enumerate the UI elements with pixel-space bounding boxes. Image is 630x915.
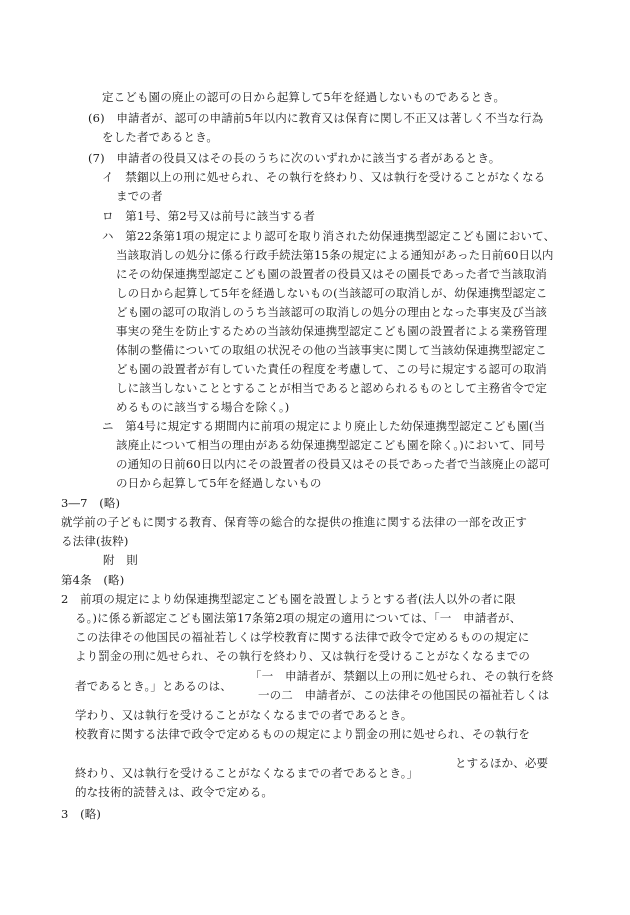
text-line: る。)に係る新認定こども園法第17条第2項の規定の適用については、「一 申請者が、: [75, 611, 522, 625]
text-line: より罰金の刑に処せられ、その執行を終わり、又は執行を受けることがなくなるまでの: [75, 649, 531, 663]
text-line: ニ 第4号に規定する期間内に前項の規定により廃止した幼保連携型認定こども園(当: [102, 419, 546, 433]
text-line: ハ 第22条第1項の規定により認可を取り消された幼保連携型認定こども園において、: [102, 229, 556, 243]
text-line: 校教育に関する法律で政令で定めるものの規定により罰金の刑に処せられ、その執行を: [75, 727, 531, 741]
text-line: 2 前項の規定により幼保連携型認定こども園を設置しようとする者(法人以外の者に限: [61, 592, 516, 606]
text-line: 的な技術的読替えは、政令で定める。: [75, 785, 274, 799]
text-line: 事実の発生を防止するための当該幼保連携型認定こども園の設置者による業務管理: [116, 324, 548, 338]
text-line: 3 (略): [61, 807, 102, 821]
text-line: (7) 申請者の役員又はその長のうちに次のいずれかに該当する者があるとき。: [88, 151, 501, 165]
text-line: 当該取消しの処分に係る行政手続法第15条の規定による通知があった日前60日以内: [116, 248, 554, 262]
text-line: る法律(抜粋): [61, 534, 129, 548]
text-line: この法律その他国民の福祉若しくは学校教育に関する法律で政令で定めるものの規定に: [75, 630, 530, 644]
text-line: しの日から起算して5年を経過しないもの(当該認可の取消しが、幼保連携型認定こ: [116, 286, 548, 300]
text-line: をした者であるとき。: [102, 130, 219, 144]
text-line: (6) 申請者が、認可の申請前5年以内に教育又は保育に関し不正又は著しく不当な行為: [88, 111, 544, 125]
text-line: ども園の設置者が有していた責任の程度を考慮して、この号に規定する認可の取消: [116, 362, 547, 376]
text-line: しに該当しないこととすることが相当であると認められるものとして主務省令で定: [116, 381, 548, 395]
text-line: 「一 申請者が、禁錮以上の刑に処せられ、その執行を終: [250, 669, 554, 683]
text-line: 定こども園の廃止の認可の日から起算して5年を経過しないものであるとき。: [102, 90, 506, 104]
text-line: ども園の認可の取消しのうち当該認可の取消しの処分の理由となった事実及び当該: [116, 305, 548, 319]
text-line: 就学前の子どもに関する教育、保育等の総合的な提供の推進に関する法律の一部を改正す: [61, 515, 527, 529]
text-line: 附 則: [103, 553, 138, 567]
text-line: 3―7 (略): [61, 496, 121, 510]
text-line: ロ 第1号、第2号又は前号に該当する者: [102, 209, 315, 223]
text-line: にその幼保連携型認定こども園の設置者の役員又はその園長であった者で当該取消: [116, 267, 547, 281]
text-line: 学わり、又は執行を受けることがなくなるまでの者であるとき。: [75, 708, 413, 722]
text-line: の通知の日前60日以内にその設置者の役員又はその長であった者で当該廃止の認可: [116, 457, 551, 471]
text-line: イ 禁錮以上の刑に処せられ、その執行を終わり、又は執行を受けることがなくなる: [102, 170, 546, 184]
text-line: 該廃止について相当の理由がある幼保連携型認定こども園を除く。)において、同号: [116, 438, 546, 452]
text-line: までの者: [116, 189, 163, 203]
text-line: 第4条 (略): [61, 573, 125, 587]
text-line: の日から起算して5年を経過しないもの: [116, 476, 322, 490]
text-line: とするほか、必要: [455, 756, 549, 770]
text-line: 者であるとき。」とあるのは、: [75, 679, 232, 693]
text-line: 体制の整備についての取組の状況その他の当該事実に関して当該幼保連携型認定こ: [116, 343, 547, 357]
text-line: 一の二 申請者が、この法律その他国民の福祉若しくは: [258, 688, 550, 702]
text-line: めるものに該当する場合を除く。): [116, 400, 290, 414]
text-line: 終わり、又は執行を受けることがなくなるまでの者であるとき。」: [75, 766, 419, 780]
